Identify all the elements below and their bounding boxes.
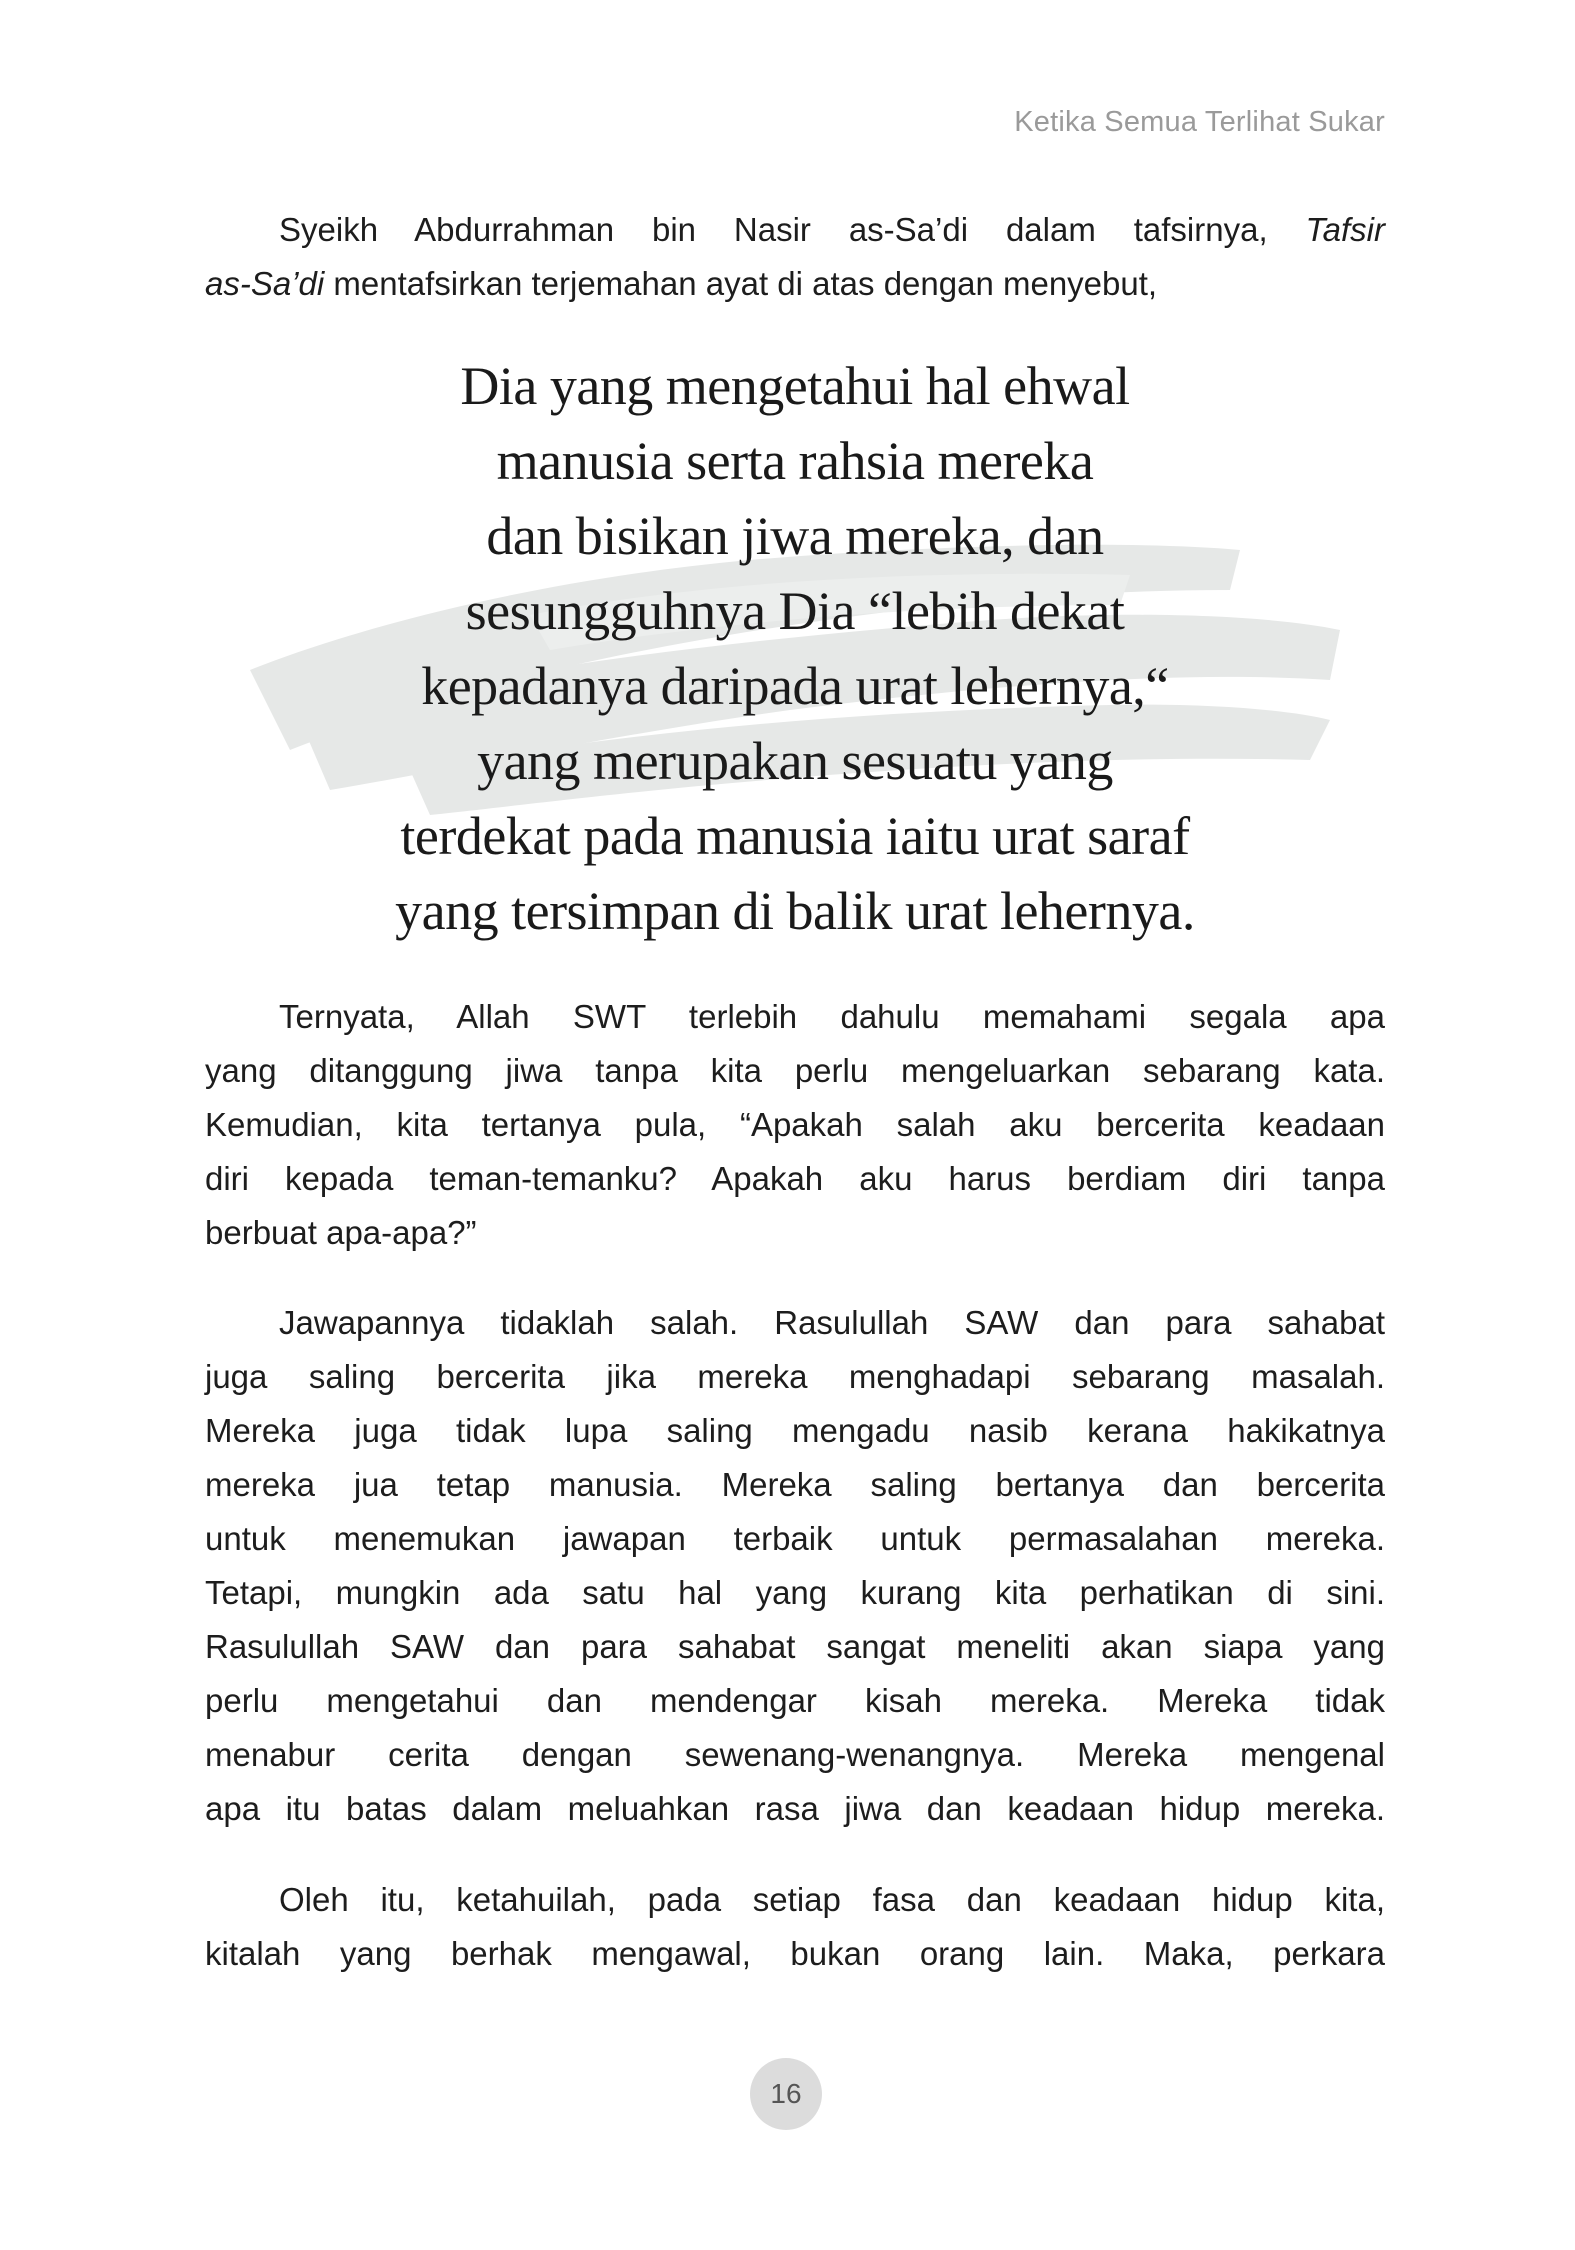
text-line <box>205 257 1385 311</box>
text-segment: Syeikh Abdurrahman bin Nasir as-Sa’di dalam tafsirnya, <box>279 211 1306 248</box>
quote-line: terdekat pada manusia iaitu urat saraf <box>400 806 1190 866</box>
quote-line: manusia serta rahsia mereka <box>496 431 1094 491</box>
pull-quote <box>205 349 1385 949</box>
text-line: Jawapannya tidaklah salah. Rasulullah SAW dan para sahabat <box>279 1304 1385 1341</box>
text-line: perlu mengetahui dan mendengar kisah mereka. Mereka tidak <box>205 1682 1385 1719</box>
quote-line: yang merupakan sesuatu yang <box>477 731 1113 791</box>
book-title-italic: as-Sa’di <box>205 265 325 302</box>
paragraph-intro <box>205 203 1385 311</box>
quote-line: dan bisikan jiwa mereka, dan <box>486 506 1104 566</box>
text-line: Ternyata, Allah SWT terlebih dahulu memahami segala apa <box>279 998 1385 1035</box>
text-line: Mereka juga tidak lupa saling mengadu nasib kerana hakikatnya <box>205 1412 1385 1449</box>
text-line <box>205 203 1385 257</box>
text-line: yang ditanggung jiwa tanpa kita perlu mengeluarkan sebarang kata. <box>205 1052 1385 1089</box>
paragraph-oleh-itu <box>205 1873 1385 1981</box>
text-line: kitalah yang berhak mengawal, bukan orang lain. Maka, perkara <box>205 1935 1385 1972</box>
text-line: juga saling bercerita jika mereka menghadapi sebarang masalah. <box>205 1358 1385 1395</box>
text-line: untuk menemukan jawapan terbaik untuk permasalahan mereka. <box>205 1520 1385 1557</box>
text-line: apa itu batas dalam meluahkan rasa jiwa dan keadaan hidup mereka. <box>205 1790 1385 1827</box>
quote-line: yang tersimpan di balik urat lehernya. <box>395 881 1195 941</box>
page-number: 16 <box>750 2058 822 2130</box>
running-header: Ketika Semua Terlihat Sukar <box>1014 106 1385 138</box>
text-line: diri kepada teman-temanku? Apakah aku harus berdiam diri tanpa <box>205 1160 1385 1197</box>
text-line: Oleh itu, ketahuilah, pada setiap fasa dan keadaan hidup kita, <box>279 1881 1385 1918</box>
paragraph-ternyata <box>205 990 1385 1260</box>
text-segment: mentafsirkan terjemahan ayat di atas dengan menyebut, <box>324 265 1158 302</box>
paragraph-jawapannya <box>205 1296 1385 1836</box>
text-line: mereka jua tetap manusia. Mereka saling bertanya dan bercerita <box>205 1466 1385 1503</box>
book-title-italic: Tafsir <box>1305 211 1385 248</box>
text-line: menabur cerita dengan sewenang-wenangnya. Mereka mengenal <box>205 1736 1385 1773</box>
quote-line: Dia yang mengetahui hal ehwal <box>460 356 1130 416</box>
quote-line: kepadanya daripada urat lehernya,“ <box>421 656 1169 716</box>
quote-line: sesungguhnya Dia “lebih dekat <box>465 581 1125 641</box>
text-line: Kemudian, kita tertanya pula, “Apakah salah aku bercerita keadaan <box>205 1106 1385 1143</box>
text-line: berbuat apa-apa?” <box>205 1214 477 1251</box>
text-line: Tetapi, mungkin ada satu hal yang kurang kita perhatikan di sini. <box>205 1574 1385 1611</box>
text-line: Rasulullah SAW dan para sahabat sangat meneliti akan siapa yang <box>205 1628 1385 1665</box>
